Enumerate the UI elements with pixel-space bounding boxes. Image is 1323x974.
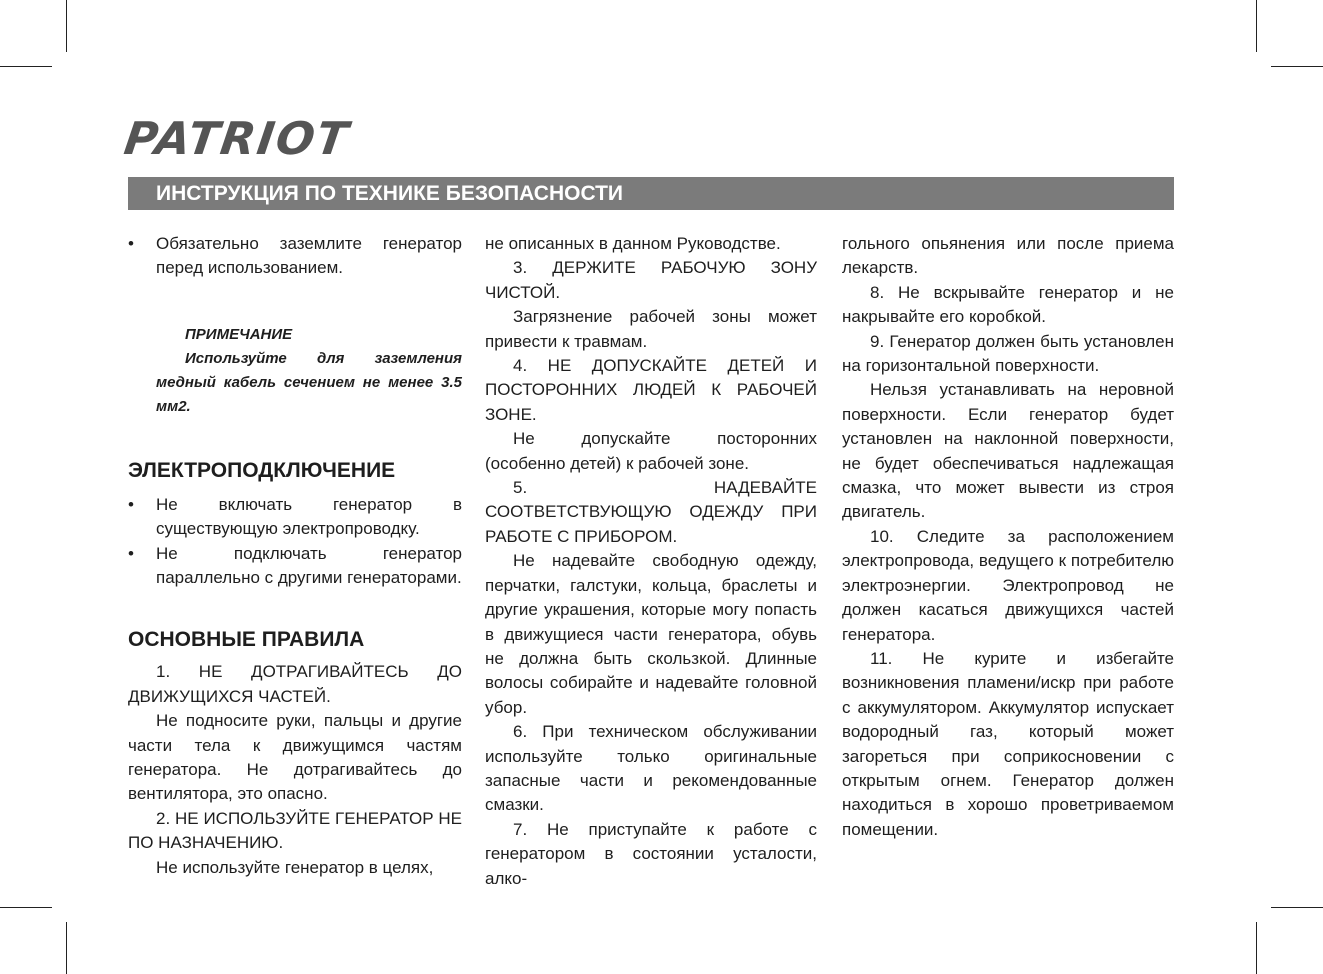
text-column-1 bbox=[128, 232, 462, 880]
crop-mark bbox=[66, 0, 67, 52]
crop-mark bbox=[0, 907, 52, 908]
text-column-3 bbox=[842, 232, 1174, 842]
rule-text: Не подносите руки, пальцы и другие части тела к движущимся частям генератора. Не дотрагивайтесь до вентилятора, это опасно. bbox=[128, 711, 462, 804]
list-item: • Не включать генератор в существующую электропроводку. bbox=[128, 494, 462, 539]
section-header-bar bbox=[128, 177, 1174, 210]
section-heading-electric: ЭЛЕКТРОПОДКЛЮЧЕНИЕ bbox=[128, 458, 396, 482]
note-title: ПРИМЕЧАНИЕ bbox=[185, 325, 293, 343]
rule-text: не описанных в данном Руководстве. bbox=[485, 234, 781, 253]
crop-mark bbox=[1271, 907, 1323, 908]
crop-mark bbox=[1271, 66, 1323, 67]
rule-text: Не надевайте свободную одежду, перчатки, галстуки, кольца, браслеты и другие украшения, которые могу попасть в движущиеся части генератора, обувь не должна быть скользкой. Длинные волосы собирайте и надевайте головной убор. bbox=[485, 551, 817, 717]
rule-text: 11. Не курите и избегайте возникновения пламени/искр при работе с аккумулятором. Аккумулятор испускает водородный газ, который может загореться при соприкосновении с открытым огнем. Генератор должен находиться в хорошо проветриваемом помещении. bbox=[842, 648, 1174, 839]
rule-text: 7. Не приступайте к работе с генератором в состоянии усталости, алко- bbox=[485, 819, 817, 888]
rule-title: 4. НЕ ДОПУСКАЙТЕ ДЕТЕЙ И ПОСТОРОННИХ ЛЮДЕЙ К РАБОЧЕЙ ЗОНЕ. bbox=[485, 356, 817, 424]
rule-title: 1. НЕ ДОТРАГИВАЙТЕСЬ ДО ДВИЖУЩИХСЯ ЧАСТЕЙ. bbox=[128, 662, 462, 706]
list-item: • Не подключать генератор параллельно с другими генераторами. bbox=[128, 543, 462, 588]
crop-mark bbox=[1256, 922, 1257, 974]
page-title: ИНСТРУКЦИЯ ПО ТЕХНИКЕ БЕЗОПАСНОСТИ bbox=[156, 182, 624, 205]
rule-text: Загрязнение рабочей зоны может привести к травмам. bbox=[485, 307, 817, 351]
note-text: Используйте для заземления медный кабель сечением не менее 3.5 мм2. bbox=[156, 349, 462, 415]
rule-title: 5. НАДЕВАЙТЕ СООТВЕТСТВУЮЩУЮ ОДЕЖДУ ПРИ РАБОТЕ С ПРИБОРОМ. bbox=[485, 478, 817, 546]
rule-text: гольного опьянения или после приема лекарств. bbox=[842, 234, 1174, 278]
crop-mark bbox=[66, 922, 67, 974]
rule-text: 8. Не вскрывайте генератор и не накрывайте его коробкой. bbox=[842, 282, 1174, 327]
section-heading-rules: ОСНОВНЫЕ ПРАВИЛА bbox=[128, 628, 365, 652]
rule-text: 6. При техническом обслуживании используйте только оригинальные запасные части и рекомендованные смазки. bbox=[485, 722, 817, 815]
crop-mark bbox=[1256, 0, 1257, 52]
rule-text: 10. Следите за расположением электропровода, ведущего к потребителю электроэнергии. Электропровод не должен касаться движущихся частей генератора. bbox=[842, 526, 1174, 644]
rule-title: 2. НЕ ИСПОЛЬЗУЙТЕ ГЕНЕРАТОР НЕ ПО НАЗНАЧЕНИЮ. bbox=[128, 808, 462, 853]
crop-mark bbox=[0, 66, 52, 67]
brand-logo: PATRIOT bbox=[121, 112, 353, 165]
rule-text: Нельзя устанавливать на неровной поверхности. Если генератор будет установлен на наклонной поверхности, не будет обеспечиваться надлежащая смазка, что может вывести из строя двигатель. bbox=[842, 380, 1174, 522]
rule-text: Не используйте генератор в целях, bbox=[156, 857, 434, 877]
rule-text: Не допускайте посторонних (особенно детей) к рабочей зоне. bbox=[485, 429, 817, 473]
rule-text: 9. Генератор должен быть установлен на горизонтальной поверхности. bbox=[842, 331, 1174, 376]
text-column-2 bbox=[485, 232, 817, 891]
list-item: • Обязательно заземлите генератор перед использованием. bbox=[128, 234, 462, 278]
rule-title: 3. ДЕРЖИТЕ РАБОЧУЮ ЗОНУ ЧИСТОЙ. bbox=[485, 258, 817, 302]
